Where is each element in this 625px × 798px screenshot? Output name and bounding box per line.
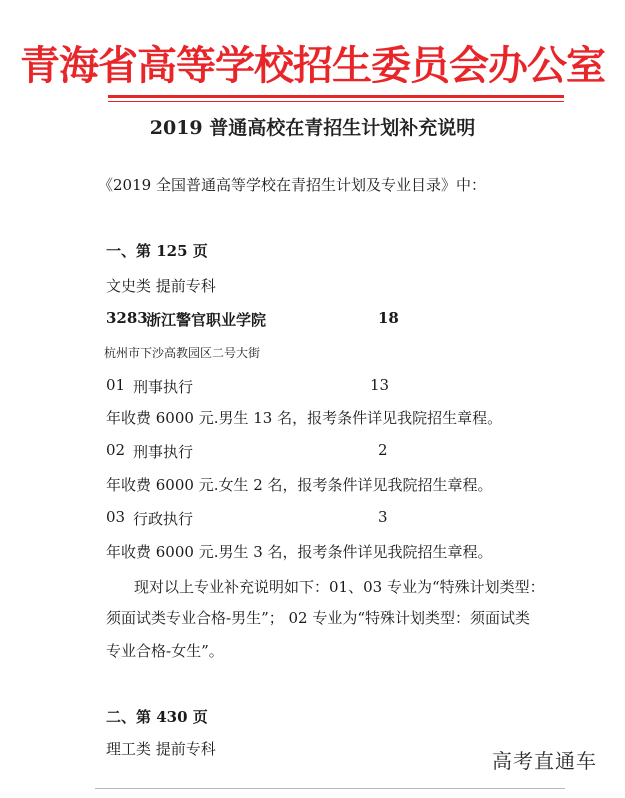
- major-name: 行政执行: [133, 510, 194, 528]
- section1-heading: 一、第 125 页: [106, 242, 208, 260]
- major-code: 02: [106, 441, 126, 459]
- school-name: 浙江警官职业学院: [146, 311, 267, 329]
- major-code: 01: [106, 376, 126, 394]
- major-count: 2: [378, 441, 388, 459]
- major-note: 年收费 6000 元.男生 13 名，报考条件详见我院招生章程。: [106, 409, 503, 427]
- school-address: 杭州市下沙高教园区二号大街: [104, 346, 261, 360]
- school-code: 3283: [106, 309, 148, 327]
- section2-heading: 二、第 430 页: [106, 708, 208, 726]
- issuing-office-header: 青海省高等学校招生委员会办公室: [20, 42, 605, 89]
- intro-line: 《2019 全国普通高等学校在青招生计划及专业目录》中：: [98, 176, 486, 194]
- document-title: 2019 普通高校在青招生计划补充说明: [149, 117, 476, 139]
- header-red-rule: [108, 95, 564, 98]
- major-count: 3: [378, 508, 388, 526]
- bottom-divider: [95, 788, 565, 789]
- section1-category: 文史类 提前专科: [106, 277, 216, 295]
- supplement-line: 现对以上专业补充说明如下：01、03 专业为“特殊计划类型：: [134, 578, 545, 596]
- major-code: 03: [106, 508, 126, 526]
- watermark: 高考直通车: [492, 749, 597, 773]
- supplement-line: 须面试类专业合格-男生”； 02 专业为“特殊计划类型：须面试类: [106, 609, 531, 627]
- school-total: 18: [378, 309, 399, 327]
- major-note: 年收费 6000 元.男生 3 名，报考条件详见我院招生章程。: [106, 543, 493, 561]
- major-note: 年收费 6000 元.女生 2 名，报考条件详见我院招生章程。: [106, 476, 493, 494]
- header-red-rule-thin: [108, 101, 564, 102]
- major-count: 13: [370, 376, 390, 394]
- major-name: 刑事执行: [133, 443, 194, 461]
- major-name: 刑事执行: [133, 378, 194, 396]
- supplement-line: 专业合格-女生”。: [106, 642, 224, 660]
- section2-category: 理工类 提前专科: [106, 740, 216, 758]
